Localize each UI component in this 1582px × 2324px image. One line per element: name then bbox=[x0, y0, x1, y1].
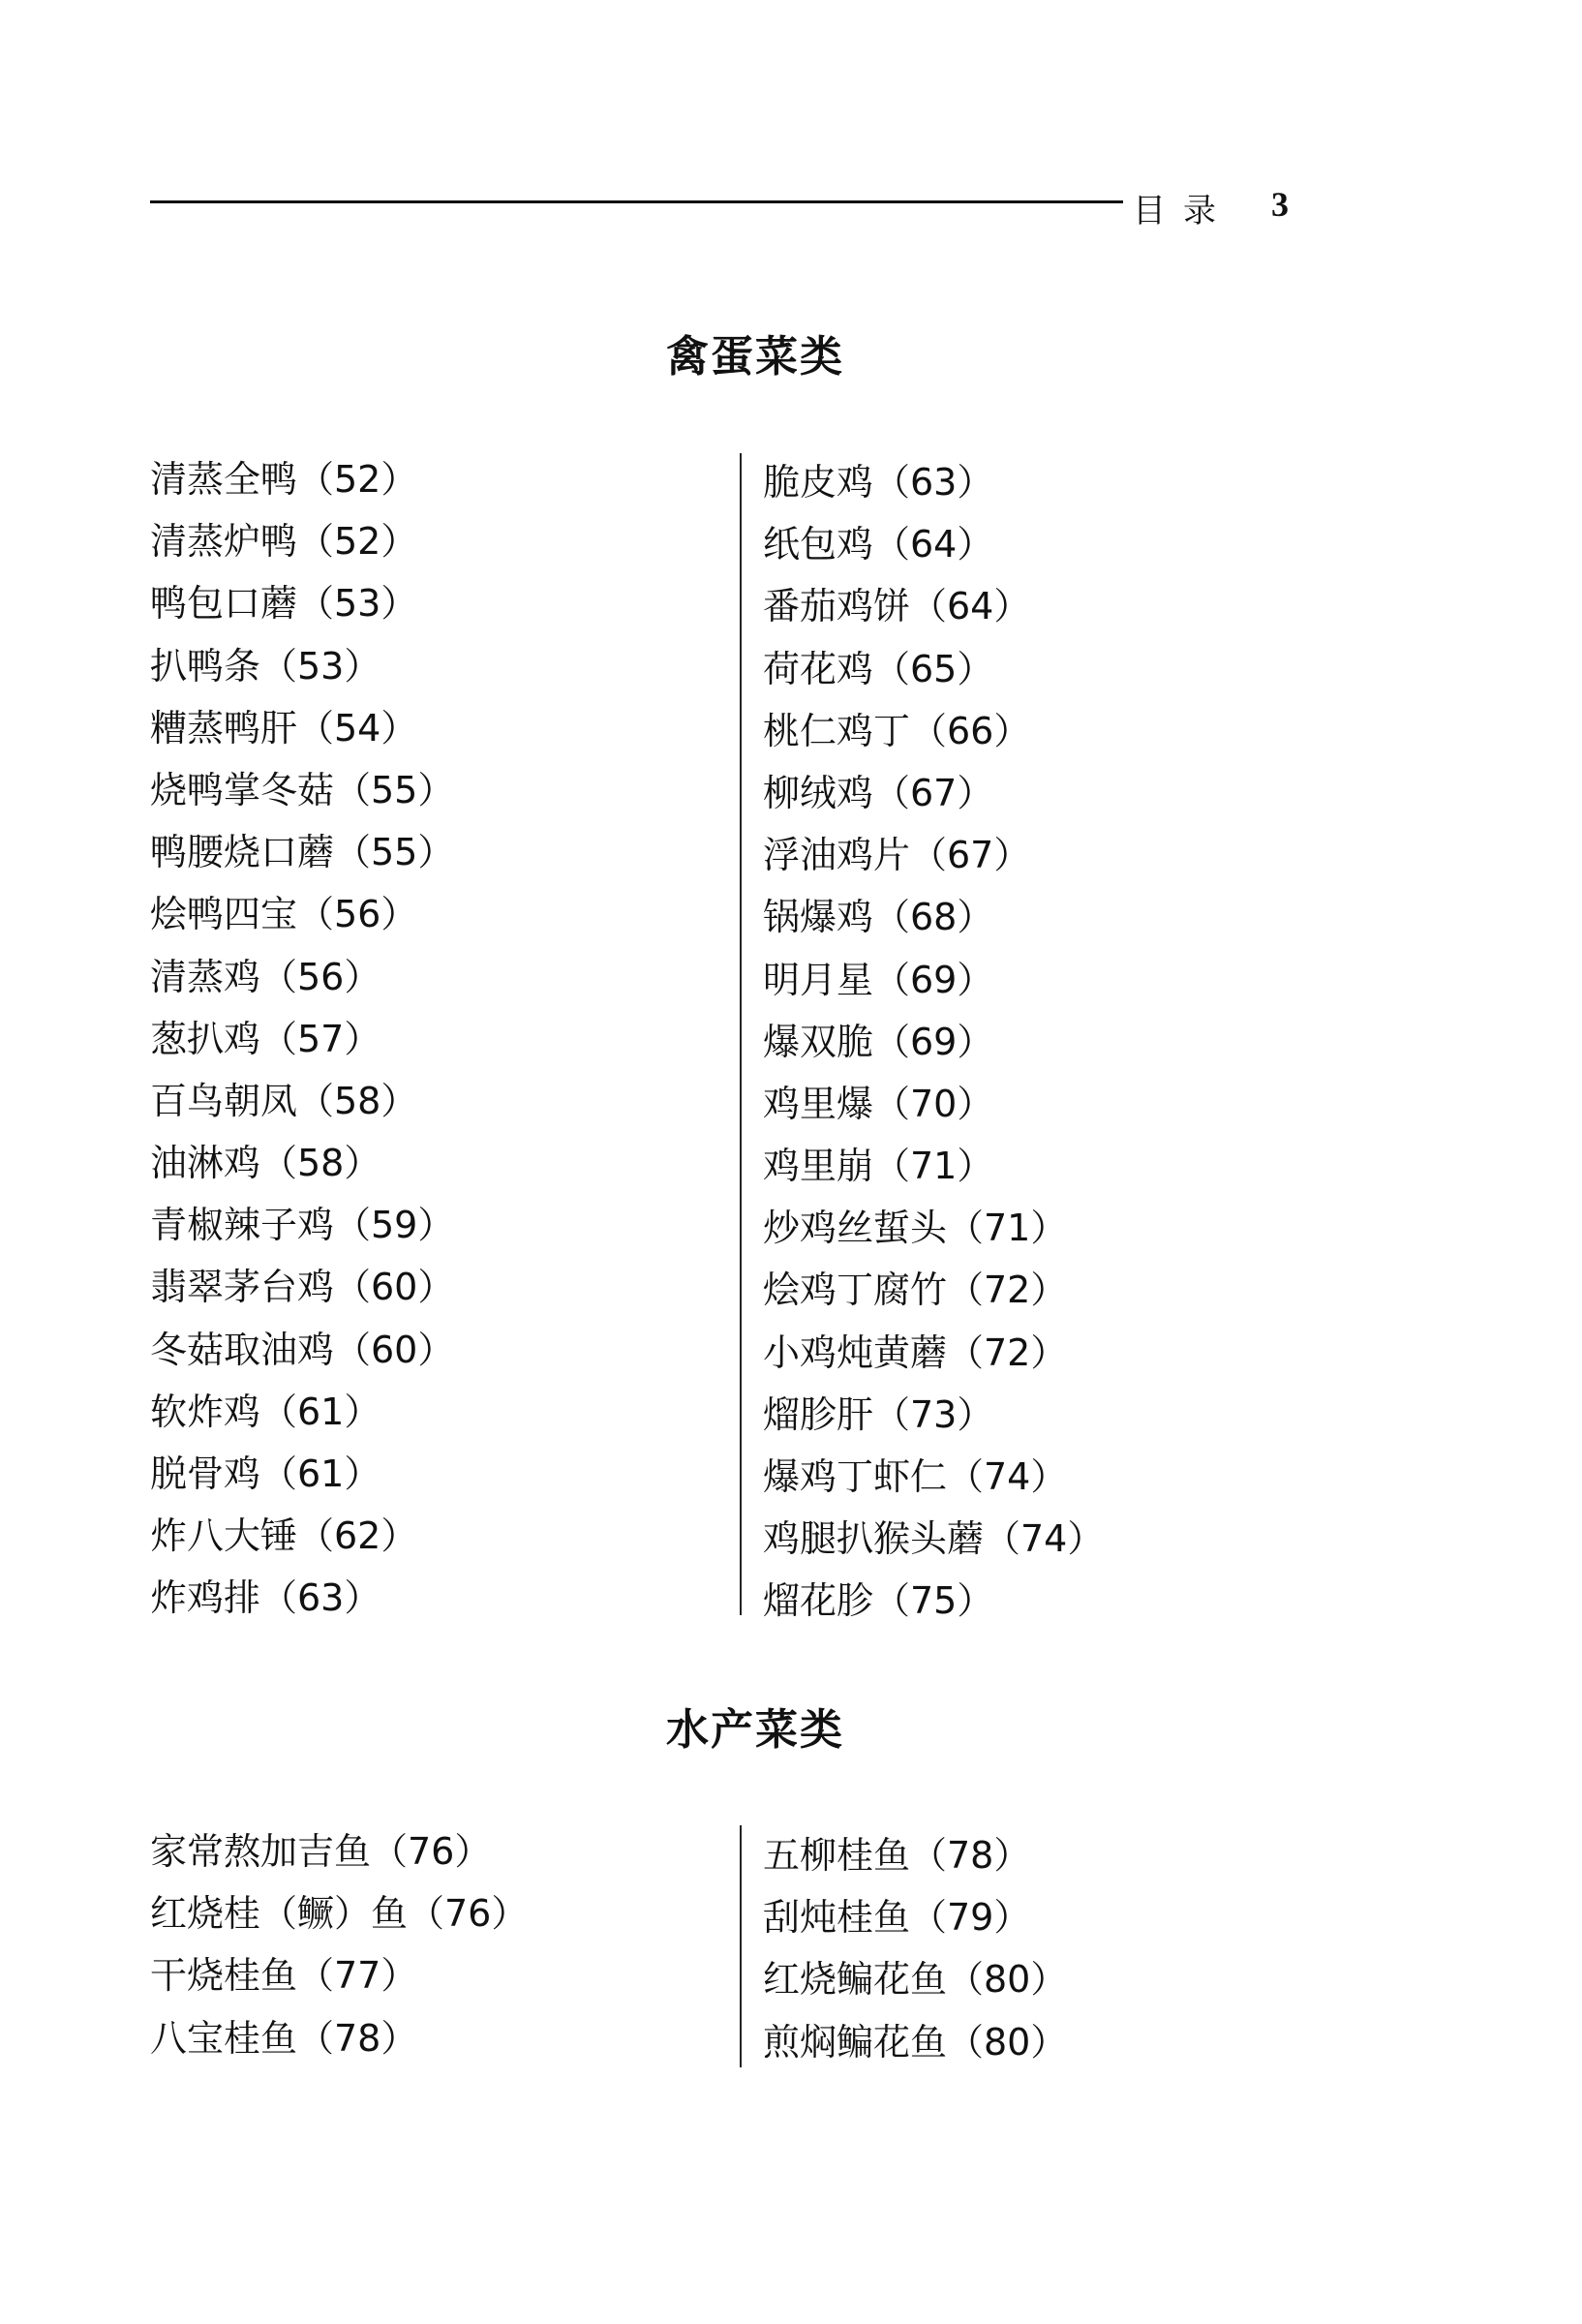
toc-entry: 翡翠茅台鸡（60） bbox=[150, 1266, 455, 1309]
toc-entry: 鸡里崩（71） bbox=[763, 1145, 994, 1188]
header-rule bbox=[150, 200, 1123, 203]
toc-entry: 油淋鸡（58） bbox=[150, 1142, 381, 1185]
toc-entry: 小鸡炖黄蘑（72） bbox=[763, 1330, 1068, 1374]
toc-entry: 冬菇取油鸡（60） bbox=[150, 1328, 455, 1371]
toc-entry: 鸡里爆（70） bbox=[763, 1082, 994, 1125]
toc-list-poultry-right bbox=[763, 451, 1104, 1633]
toc-entry: 锅爆鸡（68） bbox=[763, 896, 994, 939]
toc-entry: 鸭包口蘑（53） bbox=[150, 582, 418, 626]
toc-entry: 红烧桂（鳜）鱼（76） bbox=[150, 1892, 529, 1936]
toc-entry: 清蒸全鸭（52） bbox=[150, 458, 418, 501]
toc-entry: 红烧鳊花鱼（80） bbox=[763, 1958, 1068, 2002]
toc-entry: 番茄鸡饼（64） bbox=[763, 585, 1031, 628]
section-title-poultry: 禽蛋菜类 bbox=[666, 332, 844, 382]
toc-entry: 炒鸡丝蜇头（71） bbox=[763, 1207, 1068, 1250]
toc-entry: 浮油鸡片（67） bbox=[763, 834, 1031, 877]
toc-entry: 炸鸡排（63） bbox=[150, 1576, 381, 1620]
toc-entry: 扒鸭条（53） bbox=[150, 644, 381, 688]
toc-entry: 青椒辣子鸡（59） bbox=[150, 1204, 455, 1247]
toc-entry: 软炸鸡（61） bbox=[150, 1390, 381, 1433]
toc-entry: 熘花胗（75） bbox=[763, 1579, 994, 1623]
toc-entry: 鸡腿扒猴头蘑（74） bbox=[763, 1517, 1105, 1561]
toc-entry: 百鸟朝凤（58） bbox=[150, 1079, 418, 1122]
toc-entry: 清蒸炉鸭（52） bbox=[150, 520, 418, 564]
toc-entry: 桃仁鸡丁（66） bbox=[763, 709, 1031, 752]
toc-entry: 糟蒸鸭肝（54） bbox=[150, 706, 418, 749]
toc-list-seafood-right bbox=[763, 1824, 1067, 2073]
toc-entry: 五柳桂鱼（78） bbox=[763, 1834, 1031, 1877]
running-header-title: 目录 bbox=[1133, 192, 1233, 230]
column-divider bbox=[740, 453, 742, 1615]
toc-entry: 烩鸭四宝（56） bbox=[150, 893, 418, 936]
toc-entry: 煎焖鳊花鱼（80） bbox=[763, 2020, 1068, 2064]
toc-list-poultry-left bbox=[150, 448, 454, 1630]
toc-entry: 脱骨鸡（61） bbox=[150, 1452, 381, 1495]
section-title-seafood: 水产菜类 bbox=[666, 1705, 844, 1755]
toc-entry: 烩鸡丁腐竹（72） bbox=[763, 1269, 1068, 1312]
toc-entry: 葱扒鸡（57） bbox=[150, 1017, 381, 1060]
toc-entry: 清蒸鸡（56） bbox=[150, 955, 381, 998]
toc-entry: 八宝桂鱼（78） bbox=[150, 2016, 418, 2060]
toc-entry: 干烧桂鱼（77） bbox=[150, 1954, 418, 1998]
toc-entry: 脆皮鸡（63） bbox=[763, 461, 994, 504]
toc-list-seafood-left bbox=[150, 1820, 528, 2069]
toc-entry: 炸八大锤（62） bbox=[150, 1514, 418, 1558]
toc-entry: 刮炖桂鱼（79） bbox=[763, 1896, 1031, 1940]
toc-entry: 家常熬加吉鱼（76） bbox=[150, 1830, 492, 1873]
column-divider bbox=[740, 1825, 742, 2067]
toc-entry: 柳绒鸡（67） bbox=[763, 771, 994, 814]
toc-entry: 纸包鸡（64） bbox=[763, 523, 994, 566]
toc-entry: 爆双脆（69） bbox=[763, 1020, 994, 1063]
toc-entry: 烧鸭掌冬菇（55） bbox=[150, 768, 455, 811]
toc-entry: 爆鸡丁虾仁（74） bbox=[763, 1455, 1068, 1498]
toc-entry: 鸭腰烧口蘑（55） bbox=[150, 831, 455, 874]
toc-entry: 荷花鸡（65） bbox=[763, 647, 994, 690]
page-number: 3 bbox=[1271, 185, 1289, 224]
toc-entry: 明月星（69） bbox=[763, 958, 994, 1001]
toc-entry: 熘胗肝（73） bbox=[763, 1392, 994, 1436]
